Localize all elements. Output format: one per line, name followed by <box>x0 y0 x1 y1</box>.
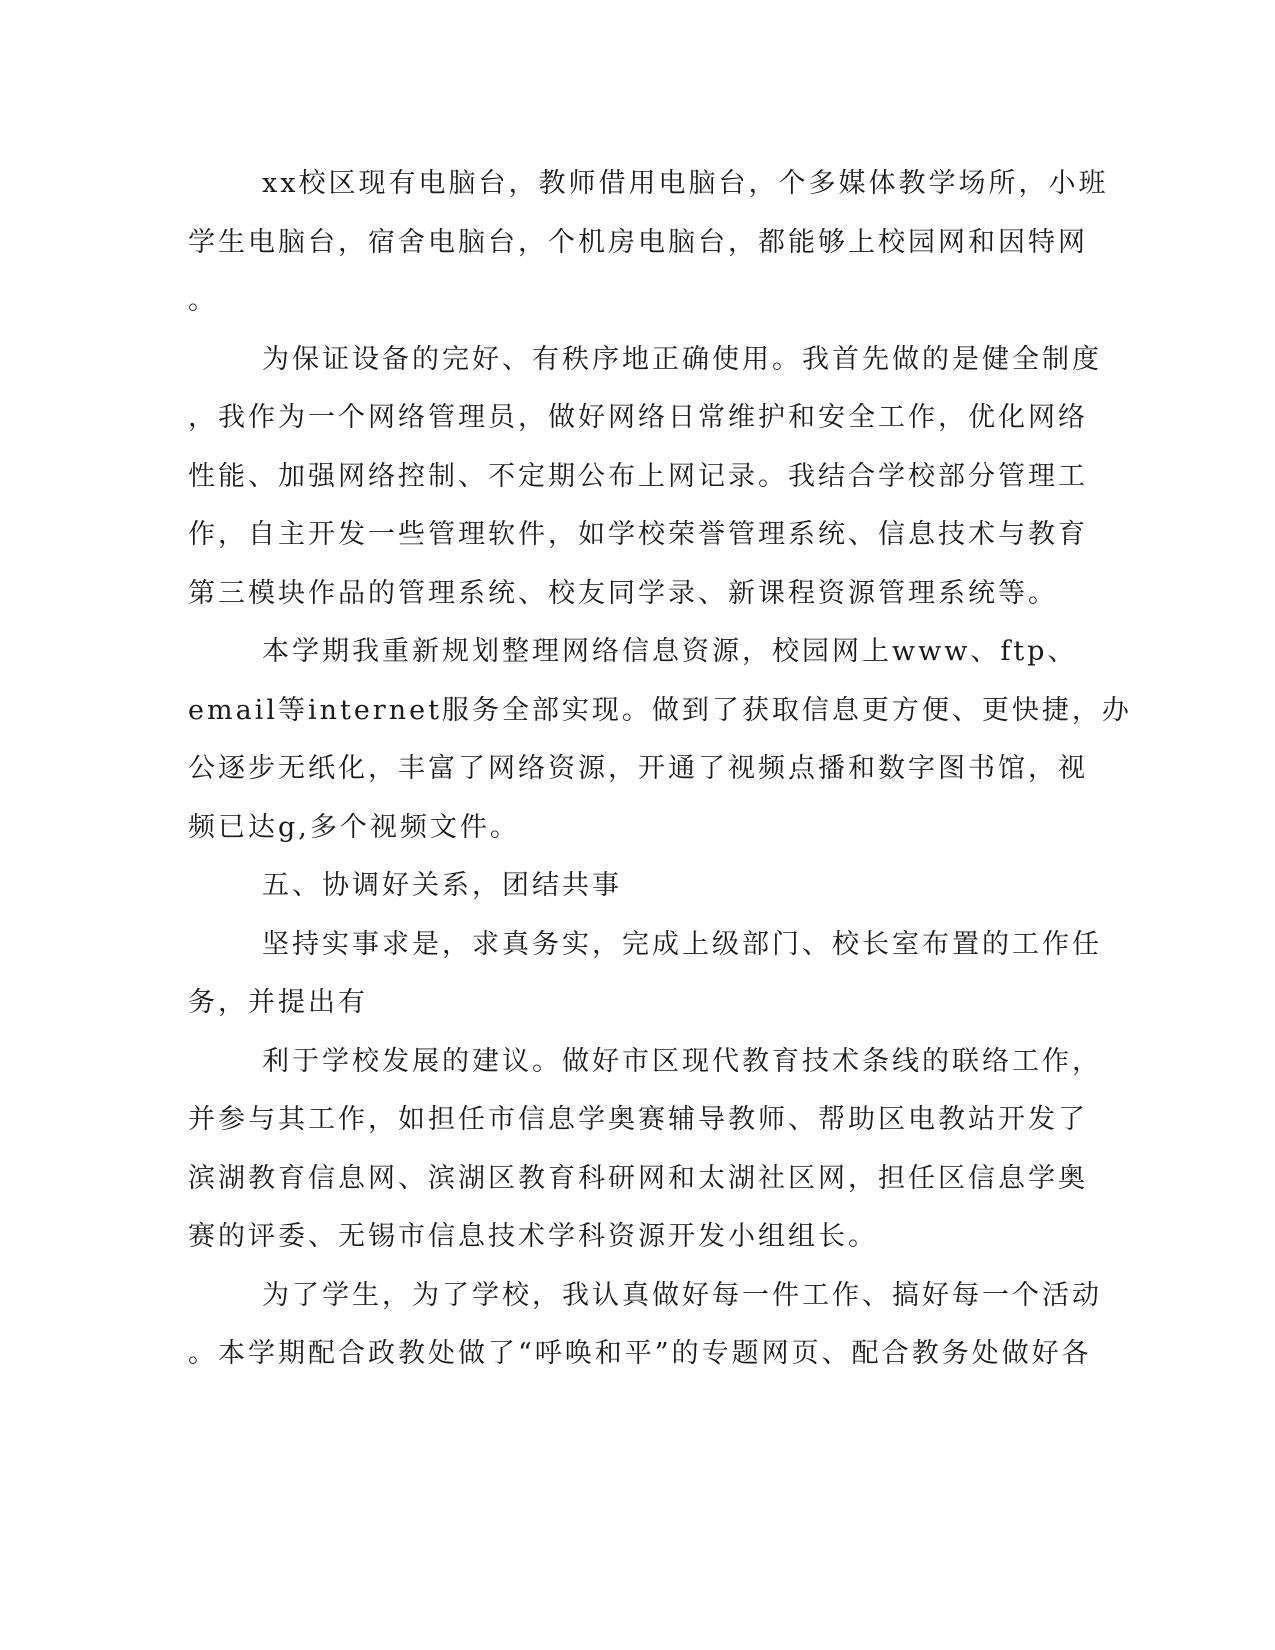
text-line: 为了学生，为了学校，我认真做好每一件工作、搞好每一个活动 <box>262 1280 1102 1311</box>
text-line: ，我作为一个网络管理员，做好网络日常维护和安全工作，优化网络 <box>188 402 1088 433</box>
text-line: 。 <box>188 285 218 316</box>
text-line: 坚持实事求是，求真务实，完成上级部门、校长室布置的工作任 <box>262 929 1102 960</box>
text-line: 。本学期配合政教处做了“呼唤和平”的专题网页、配合教务处做好各 <box>188 1338 1092 1369</box>
text-line: 并参与其工作，如担任市信息学奥赛辅导教师、帮助区电教站开发了 <box>188 1104 1088 1135</box>
text-line: 学生电脑台，宿舍电脑台，个机房电脑台，都能够上校园网和因特网 <box>188 227 1088 258</box>
text-line: email等internet服务全部实现。做到了获取信息更方便、更快捷，办 <box>188 695 1132 726</box>
text-line: 本学期我重新规划整理网络信息资源，校园网上www、ftp、 <box>262 636 1078 667</box>
text-line: 性能、加强网络控制、不定期公布上网记录。我结合学校部分管理工 <box>188 461 1088 492</box>
text-line: 务，并提出有 <box>188 987 368 1018</box>
section-heading: 五、协调好关系，团结共事 <box>262 870 622 901</box>
text-line: 第三模块作品的管理系统、校友同学录、新课程资源管理系统等。 <box>188 578 1058 609</box>
text-line: 公逐步无纸化，丰富了网络资源，开通了视频点播和数字图书馆，视 <box>188 753 1088 784</box>
text-line: xx校区现有电脑台，教师借用电脑台，个多媒体教学场所，小班 <box>262 168 1109 199</box>
text-line: 赛的评委、无锡市信息技术学科资源开发小组组长。 <box>188 1221 878 1252</box>
text-line: 利于学校发展的建议。做好市区现代教育技术条线的联络工作， <box>262 1046 1102 1077</box>
text-line: 为保证设备的完好、有秩序地正确使用。我首先做的是健全制度 <box>262 344 1102 375</box>
text-line: 频已达g,多个视频文件。 <box>188 812 520 843</box>
text-line: 滨湖教育信息网、滨湖区教育科研网和太湖社区网，担任区信息学奥 <box>188 1163 1088 1194</box>
text-line: 作，自主开发一些管理软件，如学校荣誉管理系统、信息技术与教育 <box>188 519 1088 550</box>
